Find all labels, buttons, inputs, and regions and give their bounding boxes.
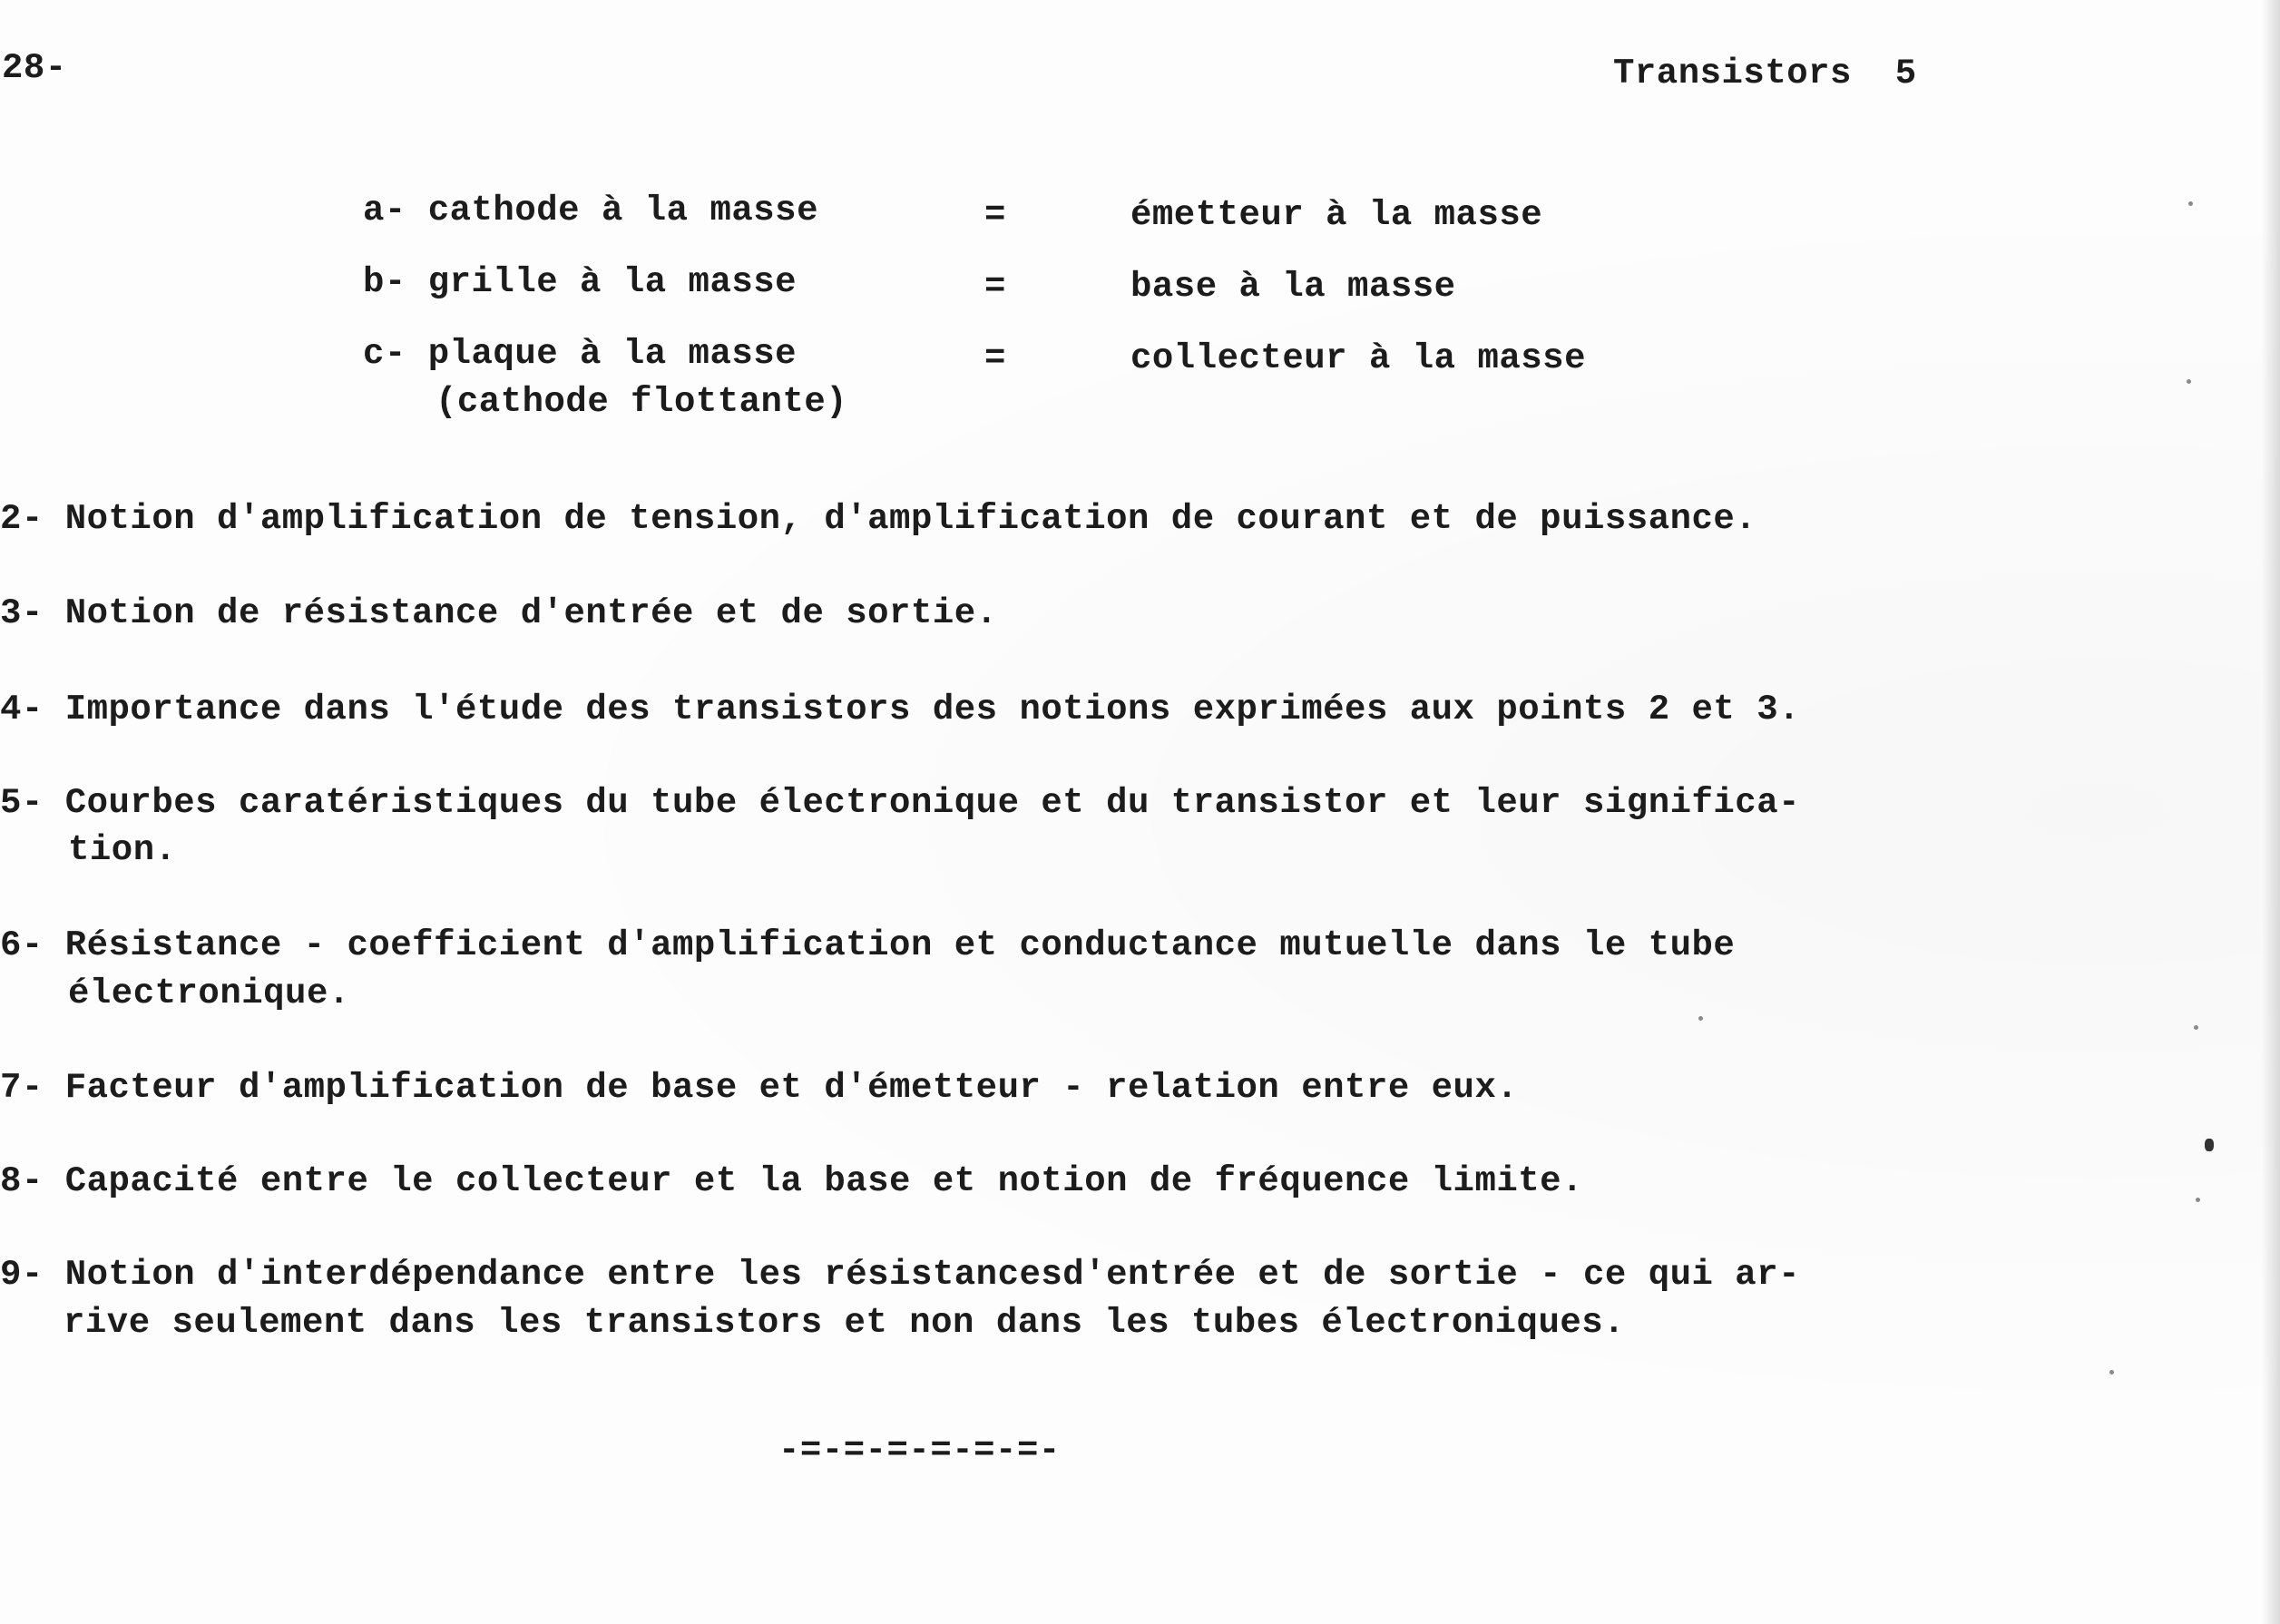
- point-6: 6- Résistance - coefficient d'amplification et conductance mutuelle dans le tube: [0, 925, 1736, 965]
- scan-speck: [2187, 379, 2191, 384]
- point-8: 8- Capacité entre le collecteur et la base et notion de fréquence limite.: [0, 1161, 1583, 1201]
- point-3: 3- Notion de résistance d'entrée et de sortie.: [0, 593, 998, 633]
- point-5: 5- Courbes caratéristiques du tube électronique et du transistor et leur significa-: [0, 783, 1801, 823]
- point-5-continuation: tion.: [68, 830, 177, 870]
- equivalence-tube-b: b- grille à la masse: [363, 262, 798, 302]
- point-9: 9- Notion d'interdépendance entre les résistancesd'entrée et de sortie - ce qui ar-: [0, 1255, 1801, 1295]
- equivalence-transistor-c: collecteur à la masse: [1130, 338, 1586, 378]
- point-9-continuation: rive seulement dans les transistors et non dans les tubes électroniques.: [64, 1303, 1626, 1343]
- section-separator: -=-=-=-=-=-=-: [778, 1431, 1061, 1471]
- scan-speck: [2205, 1139, 2214, 1151]
- point-2: 2- Notion d'amplification de tension, d'amplification de courant et de puissance.: [0, 499, 1757, 539]
- running-title: Transistors 5: [1613, 54, 1917, 93]
- equivalence-sign-b: =: [984, 267, 1006, 307]
- scan-speck: [2194, 1025, 2198, 1030]
- equivalence-transistor-b: base à la masse: [1130, 267, 1456, 307]
- equivalence-tube-c-note: (cathode flottante): [435, 382, 848, 422]
- scan-speck: [1698, 1016, 1703, 1021]
- scan-speck: [2109, 1370, 2114, 1375]
- equivalence-tube-a: a- cathode à la masse: [363, 191, 818, 230]
- equivalence-transistor-a: émetteur à la masse: [1130, 195, 1543, 235]
- point-4: 4- Importance dans l'étude des transistors des notions exprimées aux points 2 et 3.: [0, 690, 1801, 729]
- page-edge-shadow: [2262, 0, 2280, 1624]
- equivalence-tube-c: c- plaque à la masse: [363, 334, 798, 374]
- page-number: 28-: [2, 48, 67, 88]
- equivalence-sign-a: =: [984, 195, 1006, 235]
- scan-speck: [2188, 201, 2193, 206]
- scan-speck: [2196, 1198, 2200, 1202]
- point-7: 7- Facteur d'amplification de base et d'émetteur - relation entre eux.: [0, 1068, 1519, 1108]
- point-6-continuation: électronique.: [68, 973, 350, 1013]
- equivalence-sign-c: =: [984, 338, 1006, 378]
